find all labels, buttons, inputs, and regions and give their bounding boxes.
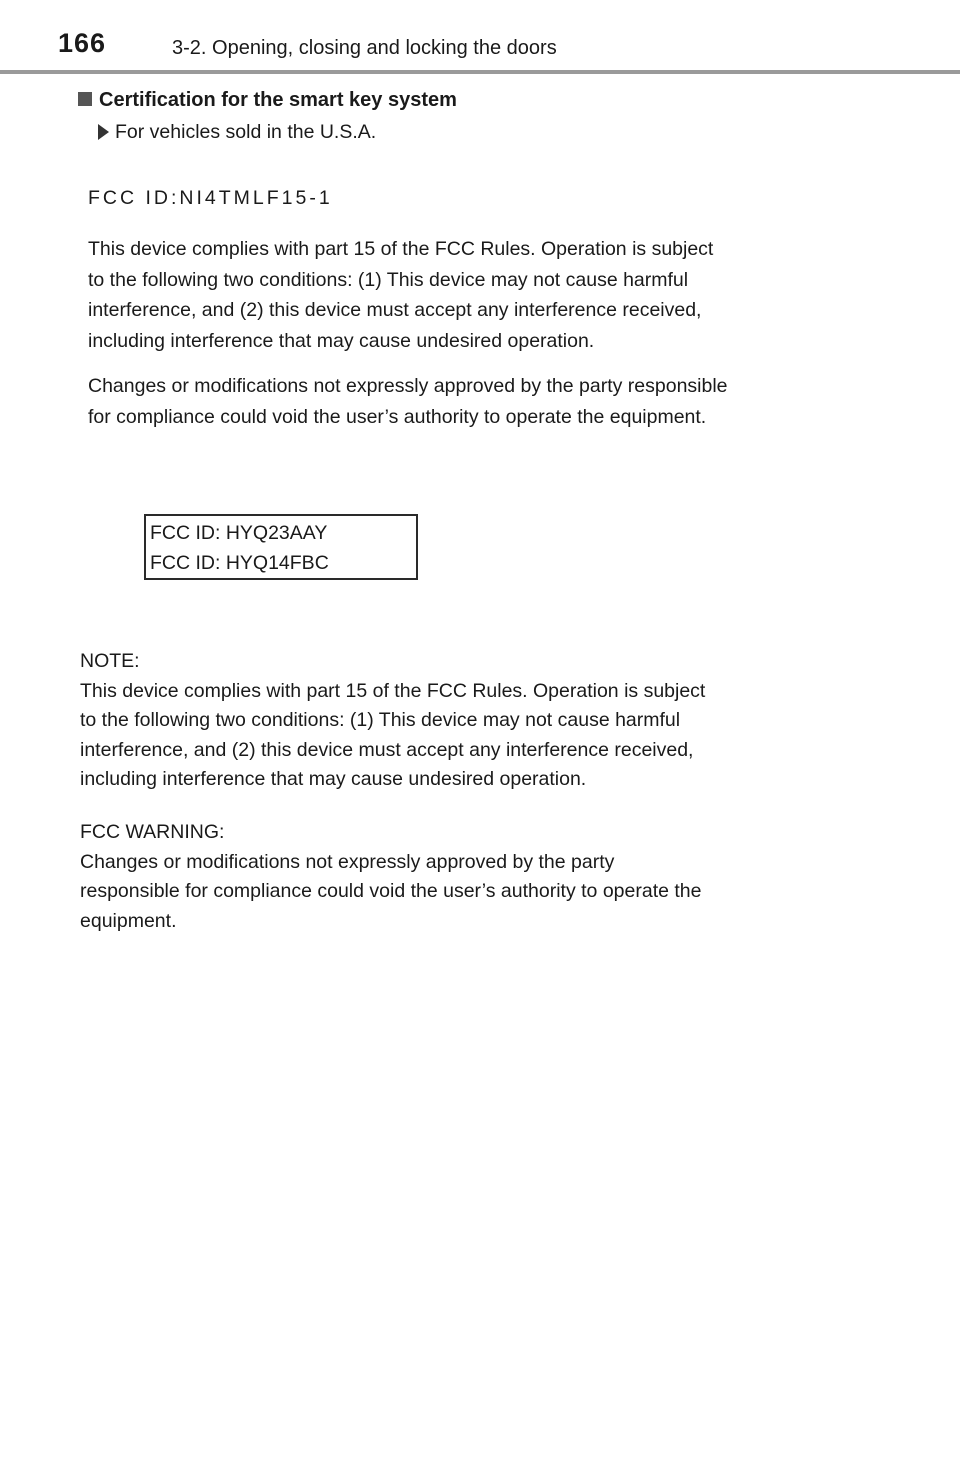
fcc-warning-paragraph <box>80 818 840 936</box>
note-paragraph <box>80 647 840 795</box>
text-line: equipment. <box>80 909 177 932</box>
text-line: responsible for compliance could void the user’s authority to operate the <box>80 880 702 902</box>
fcc-id-box <box>144 514 418 580</box>
text-line: This device complies with part 15 of the FCC Rules. Operation is subject <box>80 679 706 702</box>
fcc-id-line: FCC ID: HYQ14FBC <box>150 552 329 574</box>
section-heading <box>78 89 457 112</box>
text-line: This device complies with part 15 of the FCC Rules. Operation is subject <box>88 238 714 260</box>
fcc-id-line: FCC ID: HYQ23AAY <box>150 522 328 544</box>
square-bullet-icon <box>78 92 92 106</box>
text-line: interference, and (2) this device must accept any interference received, <box>80 738 694 761</box>
warning-title: FCC WARNING: <box>80 821 225 843</box>
text-line: Changes or modifications not expressly approved by the party responsible <box>88 375 728 397</box>
text-line: for compliance could void the user’s authority to operate the equipment. <box>88 405 707 428</box>
page-number: 166 <box>58 28 107 58</box>
chapter-title: 3-2. Opening, closing and locking the doors <box>172 37 557 59</box>
text-line: including interference that may cause undesired operation. <box>80 768 587 790</box>
subheading-text: For vehicles sold in the U.S.A. <box>115 121 377 143</box>
text-line: to the following two conditions: (1) This device may not cause harmful <box>88 268 689 291</box>
text-line: including interference that may cause undesired operation. <box>88 329 595 352</box>
note-title: NOTE: <box>80 650 140 672</box>
header-rule <box>0 70 960 74</box>
changes-paragraph-1 <box>88 371 858 432</box>
compliance-paragraph-1 <box>88 234 858 356</box>
text-line: to the following two conditions: (1) This device may not cause harmful <box>80 709 681 731</box>
fcc-id-label-1: FCC ID:NI4TMLF15-1 <box>88 187 333 209</box>
triangle-bullet-icon <box>98 124 109 140</box>
section-heading-text: Certification for the smart key system <box>99 89 457 111</box>
page-header <box>0 0 960 74</box>
subheading <box>98 121 376 144</box>
text-line: interference, and (2) this device must accept any interference received, <box>88 299 702 321</box>
text-line: Changes or modifications not expressly approved by the party <box>80 850 615 873</box>
